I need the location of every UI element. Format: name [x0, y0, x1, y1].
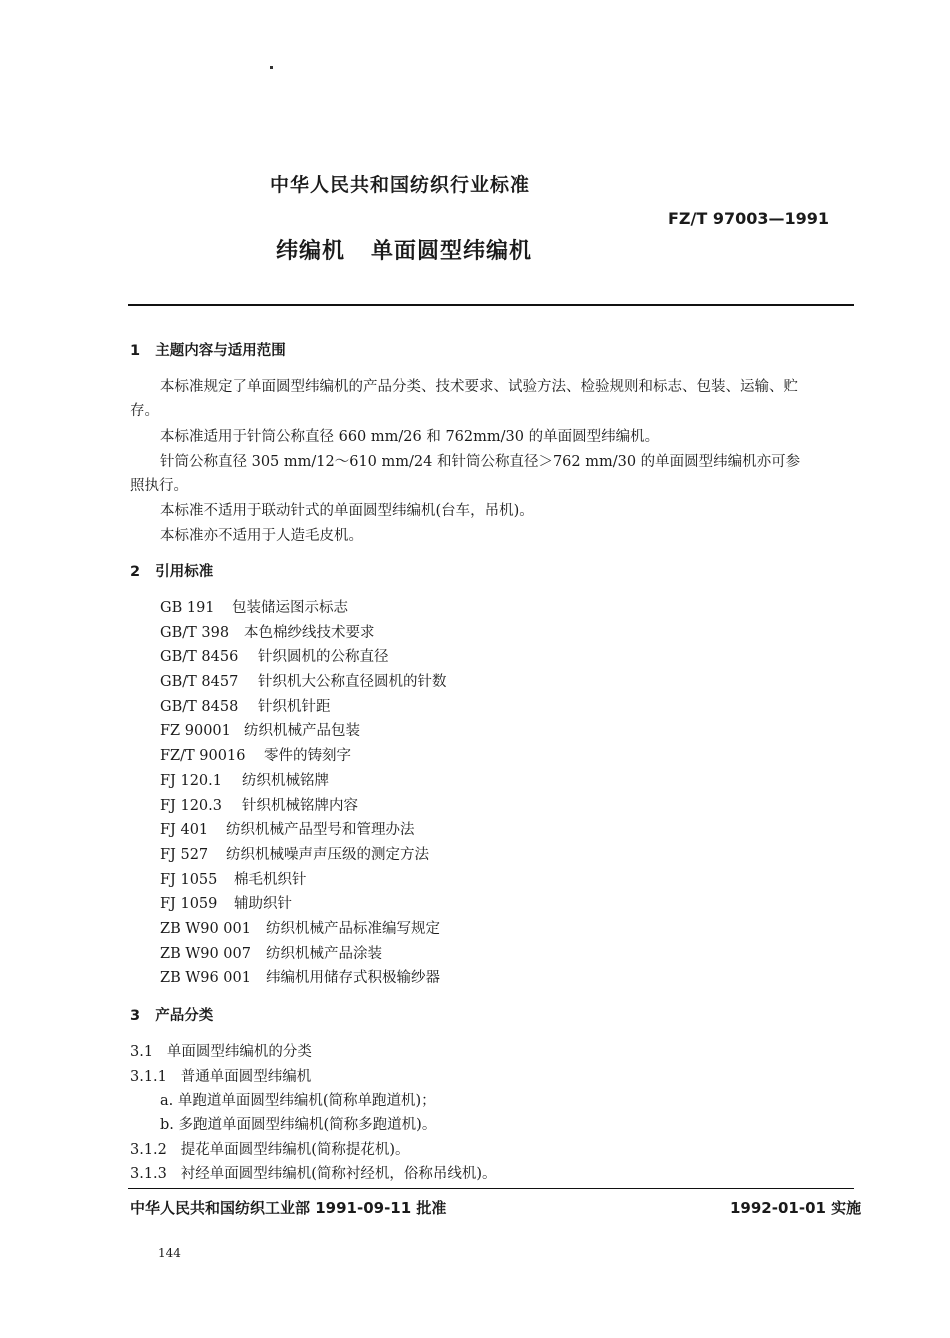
reference-title: 纺织机械产品包装	[244, 723, 360, 740]
reference-code: GB/T 8457	[160, 674, 239, 691]
agency-title: 中华人民共和国纺织行业标准	[270, 174, 531, 196]
reference-title: 本色棉纱线技术要求	[244, 624, 375, 641]
reference-code: GB/T 8456	[160, 649, 239, 666]
section-1-para-1a: 本标准规定了单面圆型纬编机的产品分类、技术要求、试验方法、检验规则和标志、包装、运输、贮	[160, 379, 798, 395]
reference-item	[160, 598, 660, 623]
reference-item	[160, 672, 660, 697]
reference-item	[160, 820, 660, 845]
clause-3-1: 3.1 单面圆型纬编机的分类	[130, 1044, 312, 1060]
reference-title: 纺织机械产品标准编写规定	[266, 920, 440, 937]
section-1-heading: 1 主题内容与适用范围	[130, 343, 286, 359]
reference-title: 纺织机械噪声声压级的测定方法	[226, 846, 429, 863]
page-number: 144	[158, 1246, 181, 1260]
section-1-para-1b: 存。	[130, 403, 159, 419]
reference-item	[160, 771, 660, 796]
reference-code: FJ 120.3	[160, 797, 222, 814]
reference-code: FJ 1059	[160, 896, 218, 913]
reference-title: 辅助织针	[234, 896, 292, 913]
implementation-date: 1992-01-01 实施	[730, 1199, 862, 1217]
reference-title: 棉毛机织针	[234, 871, 307, 888]
reference-item	[160, 623, 660, 648]
reference-item	[160, 721, 660, 746]
reference-title: 纬编机用储存式积极输纱器	[266, 970, 440, 987]
section-1-para-4: 本标准不适用于联动针式的单面圆型纬编机(台车，吊机)。	[160, 503, 534, 519]
reference-title: 针织机械铭牌内容	[242, 797, 358, 814]
section-1-para-5: 本标准亦不适用于人造毛皮机。	[160, 528, 363, 544]
reference-title: 针织机大公称直径圆机的针数	[258, 674, 447, 691]
footer-rule	[128, 1188, 854, 1189]
reference-item	[160, 919, 660, 944]
clause-3-1-1-a: a. 单跑道单面圆型纬编机(简称单跑道机)；	[160, 1093, 436, 1109]
reference-title: 纺织机械产品涂装	[266, 945, 382, 962]
reference-title: 纺织机械产品型号和管理办法	[226, 822, 415, 839]
reference-item	[160, 944, 660, 969]
reference-item	[160, 746, 660, 771]
reference-title: 针织圆机的公称直径	[258, 649, 389, 666]
reference-code: ZB W90 001	[160, 920, 251, 937]
reference-item	[160, 845, 660, 870]
reference-title: 针织机针距	[258, 698, 331, 715]
reference-item	[160, 968, 660, 993]
reference-title: 包装储运图示标志	[232, 600, 348, 616]
reference-code: GB/T 398	[160, 624, 230, 641]
reference-list	[160, 598, 660, 993]
clause-3-1-2: 3.1.2 提花单面圆型纬编机(简称提花机)。	[130, 1142, 410, 1158]
reference-code: FZ 90001	[160, 723, 231, 740]
section-2-heading: 2 引用标准	[130, 564, 214, 580]
approval-line: 中华人民共和国纺织工业部 1991-09-11 批准	[130, 1199, 447, 1217]
reference-item	[160, 894, 660, 919]
reference-code: ZB W90 007	[160, 945, 251, 962]
reference-code: FZ/T 90016	[160, 748, 246, 765]
clause-3-1-1-b: b. 多跑道单面圆型纬编机(简称多跑道机)。	[160, 1117, 437, 1133]
reference-item	[160, 870, 660, 895]
section-1-para-3a: 针筒公称直径 305 mm/12～610 mm/24 和针筒公称直径＞762 mm/30 的单面圆型纬编机亦可参	[160, 454, 801, 470]
clause-3-1-1: 3.1.1 普通单面圆型纬编机	[130, 1069, 312, 1085]
reference-title: 纺织机械铭牌	[242, 772, 329, 789]
reference-code: FJ 1055	[160, 871, 218, 888]
reference-item	[160, 796, 660, 821]
section-1-para-2: 本标准适用于针筒公称直径 660 mm/26 和 762mm/30 的单面圆型纬编机。	[160, 429, 660, 445]
document-title: 纬编机 单面圆型纬编机	[276, 239, 532, 264]
standard-number: FZ/T 97003—1991	[668, 209, 830, 228]
reference-code: GB/T 8458	[160, 698, 239, 715]
header-rule	[128, 304, 854, 306]
reference-item	[160, 647, 660, 672]
reference-title: 零件的铸刻字	[264, 748, 351, 765]
reference-code: FJ 401	[160, 822, 209, 839]
section-3-heading: 3 产品分类	[130, 1008, 214, 1024]
section-1-para-3b: 照执行。	[130, 478, 188, 494]
reference-code: ZB W96 001	[160, 970, 251, 987]
scan-mark	[270, 66, 273, 69]
reference-item	[160, 697, 660, 722]
clause-3-1-3: 3.1.3 衬经单面圆型纬编机(简称衬经机，俗称吊线机)。	[130, 1166, 497, 1182]
reference-code: FJ 527	[160, 846, 209, 863]
reference-code: GB 191	[160, 600, 215, 616]
reference-code: FJ 120.1	[160, 772, 222, 789]
